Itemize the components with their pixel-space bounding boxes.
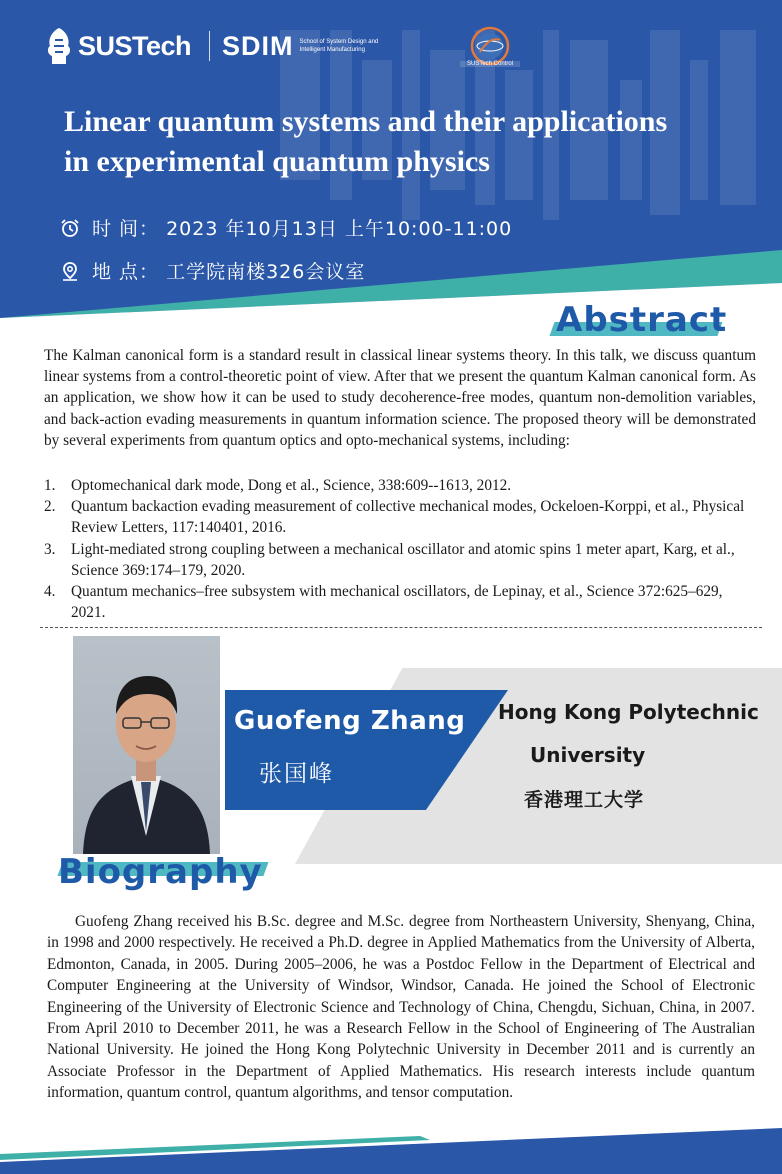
- speaker-affiliation-line-1: Hong Kong Polytechnic: [498, 700, 759, 724]
- reference-text: Optomechanical dark mode, Dong et al., Science, 338:609--1613, 2012.: [71, 477, 512, 494]
- sustech-wordmark: SUSTech: [78, 30, 192, 61]
- talk-time-text: 时 间： 2023 年10月13日 上午10:00-11:00: [92, 218, 513, 240]
- reference-number: 4.: [44, 583, 56, 601]
- sdim-subtitle: School of System Design and Intelligent Manufacturing: [299, 39, 379, 53]
- reference-list: [44, 475, 756, 623]
- section-divider: [40, 627, 762, 628]
- speaker-name-en: Guofeng Zhang: [234, 706, 466, 736]
- talk-place: [60, 257, 365, 284]
- location-pin-icon: [60, 261, 80, 281]
- reference-item: [44, 539, 756, 581]
- control-logo-caption: SUSTech Control: [460, 61, 520, 67]
- reference-text: Quantum backaction evading measurement of collective mechanical modes, Ockeloen-Korppi, et al., Physical Review Letters, 117:140401, 2016.: [71, 498, 745, 537]
- abstract-heading: Abstract: [556, 300, 728, 340]
- talk-title: [64, 102, 754, 182]
- reference-number: 3.: [44, 540, 56, 558]
- talk-title-line-2: in experimental quantum physics: [64, 145, 490, 178]
- alarm-clock-icon: [60, 218, 80, 238]
- speaker-name-cn: 张国峰: [259, 761, 334, 787]
- logo-divider: [209, 31, 210, 61]
- reference-text: Quantum mechanics–free subsystem with mechanical oscillators, de Lepinay, et al., Science 372:625–629, 2021.: [71, 583, 723, 622]
- talk-title-line-1: Linear quantum systems and their applications: [64, 105, 668, 138]
- poster-header: [0, 0, 782, 318]
- speaker-photo: [73, 636, 220, 854]
- abstract-text: The Kalman canonical form is a standard result in classical linear systems theory. In this talk, we discuss quantum linear systems from a control-theoretic point of view. After that we present the quantum Kalman canonical form. As an application, we show how it can be used to study decoherence-free modes, quantum non-demolition variables, and back-action evading measurements in quantum information science. The proposed theory will be demonstrated by several experiments from quantum optics and opto-mechanical systems, including:: [44, 347, 756, 449]
- reference-item: [44, 496, 756, 538]
- reference-item: [44, 581, 756, 623]
- sustech-logo: [44, 26, 191, 66]
- talk-time: [60, 214, 512, 241]
- logo-row: [44, 24, 390, 68]
- reference-text: Light-mediated strong coupling between a mechanical oscillator and atomic spins 1 meter apart, Karg, et al., Science 369:174–179, 2020.: [71, 540, 735, 579]
- sustech-emblem-icon: [44, 26, 74, 66]
- reference-number: 1.: [44, 477, 56, 494]
- reference-item: [44, 475, 756, 496]
- footer-stripe-graphic: [0, 1124, 782, 1174]
- reference-number: 2.: [44, 498, 56, 516]
- talk-place-text: 地 点： 工学院南楼326会议室: [92, 261, 366, 283]
- speaker-affiliation-line-2: University: [530, 743, 646, 767]
- speaker-affiliation-cn: 香港理工大学: [524, 789, 645, 811]
- biography-text: Guofeng Zhang received his B.Sc. degree and M.Sc. degree from Northeastern University, Shenyang, China, in 1998 and 2000 respectively. He received a Ph.D. degree in Applied Mathematics from the University of Alberta, Edmonton, Canada, in 2005. During 2005–2006, he was a Postdoc Fellow in the Department of Electrical and Computer Engineering at the University of Windsor, Windsor, Canada. He joined the School of Electronic Engineering of the University of Electronic Science and Technology of China, Chengdu, Sichuan, China, in 2007. From April 2010 to December 2011, he was a Research Fellow in the School of Engineering of The Australian National University. He joined the Hong Kong Polytechnic University in December 2011 and is currently an Associate Professor in the Department of Applied Mathematics. His research interests include quantum information, quantum control, quantum algorithms, and tensor computation.: [47, 913, 755, 1102]
- sdim-wordmark: SDIM: [222, 30, 294, 61]
- biography-heading: Biography: [58, 852, 263, 892]
- speaker-portrait-graphic: [73, 636, 220, 854]
